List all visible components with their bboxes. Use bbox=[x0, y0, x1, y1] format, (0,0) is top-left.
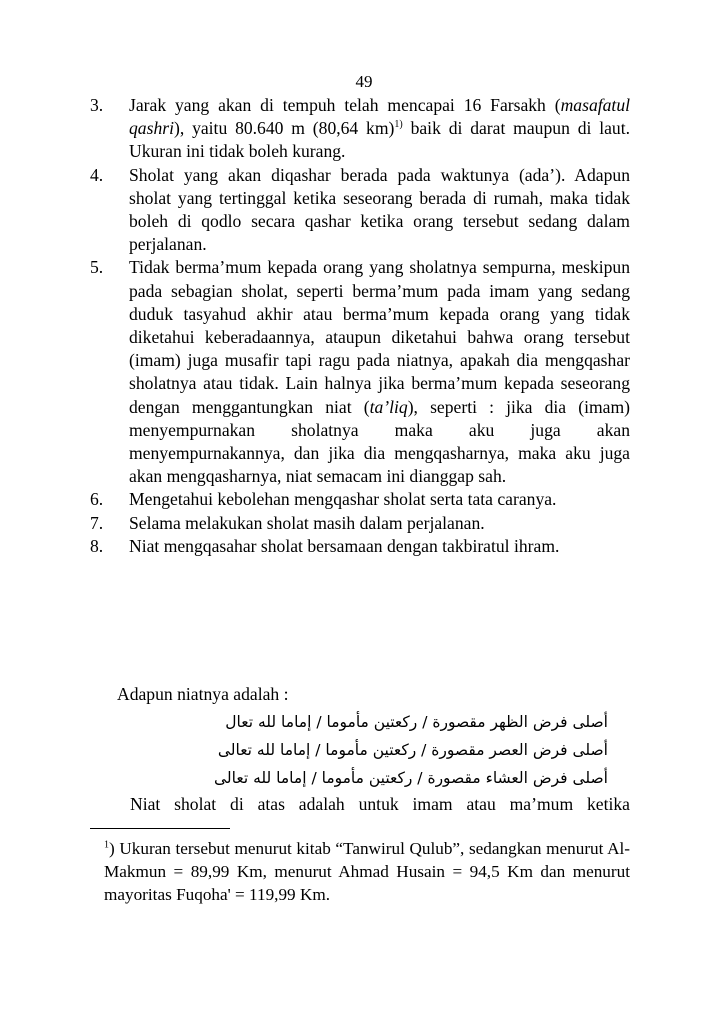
item-text-part: Jarak yang akan di tempuh telah mencapai 16 Farsakh ( bbox=[129, 95, 561, 115]
item-text-part: Tidak berma’mum kepada orang yang sholatnya sempurna, meskipun pada sebagian sholat, seperti berma’mum pada imam yang sedang duduk tasyahud akhir atau berma’mum kepada orang yang tidak diketahui keberadaannya, ataupun diketahui bahwa orang tersebut (imam) juga musafir tapi ragu pada niatnya, apakah dia mengqashar sholatnya atau tidak. Lain halnya jika berma’mum kepada seseorang dengan menggantungkan niat ( bbox=[129, 257, 630, 417]
footnote-mark: 1 bbox=[104, 839, 109, 851]
italic-term: masafatul qashri bbox=[129, 95, 630, 139]
arabic-intention-isha: أصلى فرض العشاء مقصورة / ركعتين مأموما / إماما لله تعالى bbox=[213, 769, 608, 787]
footnote-reference[interactable]: 1) bbox=[394, 119, 403, 131]
item-text: Niat mengqasahar sholat bersamaan dengan takbiratul ihram. bbox=[129, 535, 560, 556]
item-text-part: ), seperti : jika dia (imam) menyempurnakan sholatnya maka aku juga akan menyempurnakannya, dan jika dia mengqasharnya, maka aku juga akan mengqasharnya, niat semacam ini dianggap sah. bbox=[129, 396, 630, 487]
footnote-divider bbox=[90, 828, 230, 829]
item-text bbox=[129, 257, 630, 486]
list-item bbox=[90, 164, 630, 257]
item-number: 8. bbox=[90, 535, 104, 556]
requirements-list bbox=[90, 94, 630, 558]
item-number: 7. bbox=[90, 512, 104, 533]
item-text: Mengetahui kebolehan mengqashar sholat serta tata caranya. bbox=[129, 489, 557, 510]
item-number: 6. bbox=[90, 489, 104, 510]
item-text: Selama melakukan sholat masih dalam perjalanan. bbox=[129, 512, 485, 533]
item-number: 5. bbox=[90, 257, 104, 278]
item-text-part: baik di darat maupun di laut. Ukuran ini tidak boleh kurang. bbox=[129, 118, 630, 162]
item-text-part: ), yaitu 80.640 m (80,64 km) bbox=[173, 118, 395, 139]
italic-term: ta’liq bbox=[369, 396, 408, 417]
list-item bbox=[90, 488, 630, 511]
list-item bbox=[90, 256, 630, 488]
item-text: Sholat yang akan diqashar berada pada waktunya (ada’). Adapun sholat yang tertinggal ketika seseorang berada di rumah, maka tidak boleh di qodlo secara qashar ketika orang tersebut sedang dalam perjalanan. bbox=[129, 164, 630, 255]
arabic-intention-asr: أصلى فرض العصر مقصورة / ركعتين مأموما / إماما لله تعالى bbox=[217, 741, 608, 759]
list-item bbox=[90, 535, 630, 558]
footnote bbox=[104, 837, 630, 907]
closing-sentence: Niat sholat di atas adalah untuk imam atau ma’mum ketika bbox=[130, 794, 630, 814]
intention-intro: Adapun niatnya adalah : bbox=[117, 684, 289, 704]
footnote-text: ) Ukuran tersebut menurut kitab “Tanwirul Qulub”, sedangkan menurut Al-Makmun = 89,99 Km, menurut Ahmad Husain = 94,5 Km dan menurut mayoritas Fuqoha' = 119,99 Km. bbox=[104, 839, 630, 905]
item-number: 4. bbox=[90, 164, 104, 185]
arabic-intention-dhuhr: أصلى فرض الظهر مقصورة / ركعتين مأموما / إماما لله تعال bbox=[225, 713, 608, 731]
item-text bbox=[129, 95, 630, 161]
page-number: 49 bbox=[355, 72, 373, 91]
list-item bbox=[90, 512, 630, 535]
list-item bbox=[90, 94, 630, 164]
item-number: 3. bbox=[90, 95, 104, 115]
